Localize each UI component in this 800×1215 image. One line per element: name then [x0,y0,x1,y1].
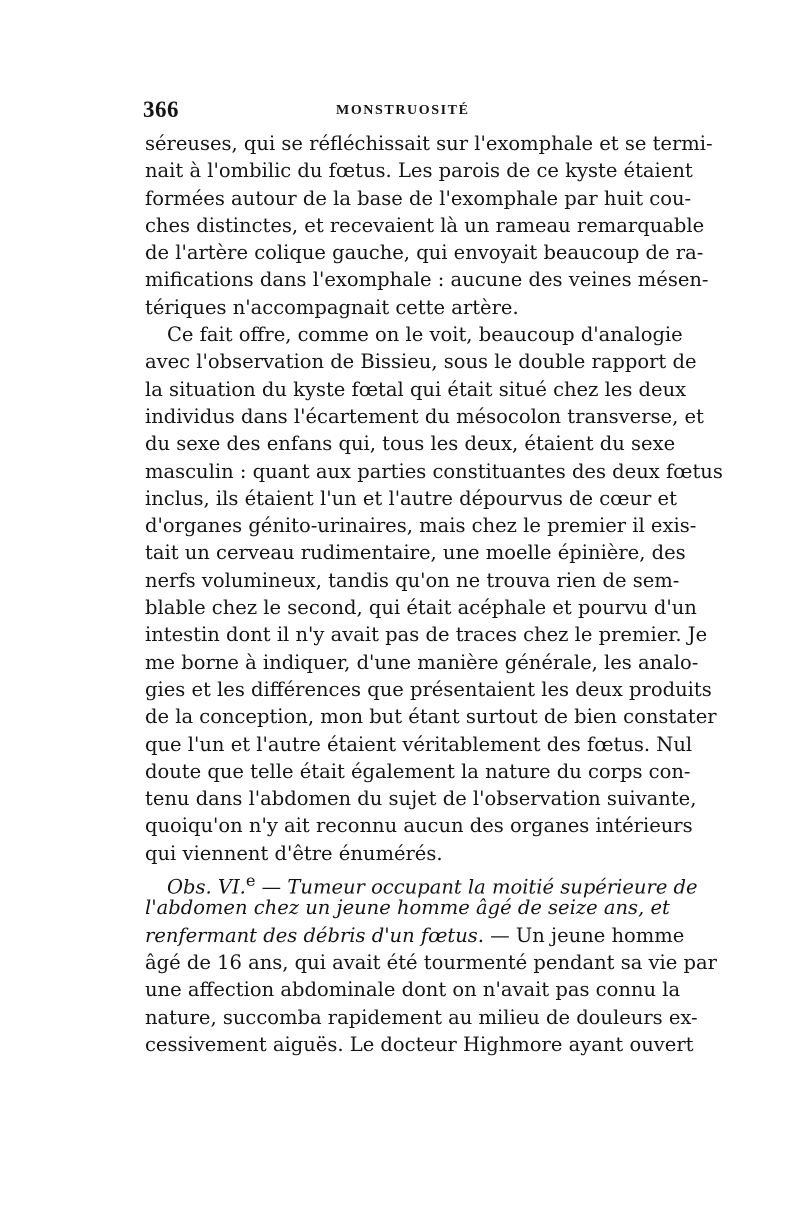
text-line: qui viennent d'être énumérés. [145,841,443,865]
page-number: 366 [143,97,179,122]
text-line: masculin : quant aux parties constituantes des deux fœtus [145,459,723,483]
observation-heading [145,867,698,899]
text-line: tériques n'accompagnait cette artère. [145,295,519,319]
text-line: quoiqu'on n'y ait reconnu aucun des organes intérieurs [145,814,693,838]
page-header [143,97,663,127]
observation-dash: — [255,875,288,899]
text-line: que l'un et l'autre étaient véritablement des fœtus. Nul [145,732,693,756]
text-line: de la conception, mon but étant surtout de bien constater [145,705,717,729]
text-line: individus dans l'écartement du mésocolon transverse, et [145,404,704,428]
text-line: formées autour de la base de l'exomphale par huit cou- [145,186,692,210]
text-line: inclus, ils étaient l'un et l'autre dépourvus de cœur et [145,486,677,510]
text-line: intestin dont il n'y avait pas de traces chez le premier. Je [145,623,708,647]
body-text [145,130,723,1058]
text-line: une affection abdominale dont on n'avait pas connu la [145,978,681,1002]
text-line: gies et les différences que présentaient les deux produits [145,677,712,701]
text-line: nait à l'ombilic du fœtus. Les parois de ce kyste étaient [145,159,693,183]
text-line: cessivement aiguës. Le docteur Highmore ayant ouvert [145,1032,694,1056]
text-line: mifications dans l'exomphale : aucune des veines mésen- [145,268,709,292]
observation-label: Obs. VI. [167,875,246,899]
observation-title-end [145,922,685,949]
text-line: avec l'observation de Bissieu, sous le double rapport de [145,350,697,374]
text-line: tenu dans l'abdomen du sujet de l'observation suivante, [145,787,697,811]
text-line: nature, succomba rapidement au milieu de douleurs ex- [145,1005,698,1029]
text-line: âgé de 16 ans, qui avait été tourmenté pendant sa vie par [145,950,717,974]
text-line: doute que telle était également la nature du corps con- [145,759,691,783]
text-line: séreuses, qui se réfléchissait sur l'exomphale et se termi- [145,132,713,155]
running-title: MONSTRUOSITÉ [336,103,470,118]
text-line: Ce fait offre, comme on le voit, beaucoup d'analogie [167,323,683,347]
text-line: — Un jeune homme [483,923,685,947]
text-line: me borne à indiquer, d'une manière générale, les analo- [145,650,699,674]
text-line: ches distinctes, et recevaient là un rameau remarquable [145,213,705,237]
text-line: nerfs volumineux, tandis qu'on ne trouva rien de sem- [145,568,680,592]
text-line: blable chez le second, qui était acéphale et pourvu d'un [145,596,697,620]
text-line: du sexe des enfans qui, tous les deux, étaient du sexe [145,432,676,456]
observation-title: renfermant des débris d'un fœtus. [145,923,484,947]
observation-title: Tumeur occupant la moitié supérieure de [287,875,698,899]
observation-superscript: e [245,871,256,891]
text-line: tait un cerveau rudimentaire, une moelle épinière, des [145,541,686,565]
text-line: d'organes génito-urinaires, mais chez le premier il exis- [145,514,697,538]
observation-title: l'abdomen chez un jeune homme âgé de seize ans, et [145,896,670,920]
text-line: la situation du kyste fœtal qui était situé chez les deux [145,377,687,401]
text-line: de l'artère colique gauche, qui envoyait beaucoup de ra- [145,241,704,265]
